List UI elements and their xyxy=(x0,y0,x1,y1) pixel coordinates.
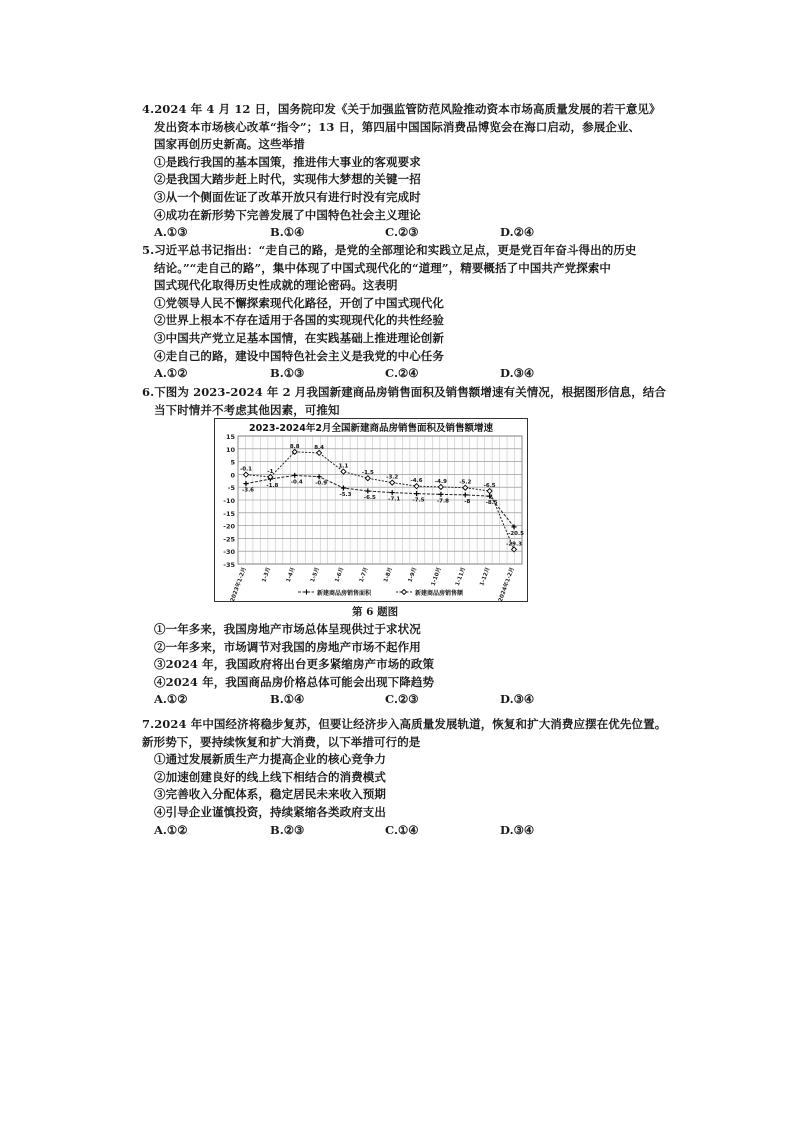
q6-item-4: ④2024 年，我国商品房价格总体可能会出现下降趋势 xyxy=(154,674,435,689)
amount-data-label: -1.5 xyxy=(361,470,374,477)
q6-stem-line-2: 当下时情并不考虑其他因素，可推知 xyxy=(154,402,340,417)
x-tick-label: 1-5月 xyxy=(310,566,321,584)
x-tick-label: 1-4月 xyxy=(285,566,297,584)
q4-option-d[interactable]: D.②④ xyxy=(500,225,535,240)
q5-item-1: ①党领导人民不懈探索现代化路径，开创了中国式现代化 xyxy=(154,295,444,310)
sales-growth-chart xyxy=(214,418,528,602)
q7-item-2: ②加速创建良好的线上线下相结合的消费模式 xyxy=(154,769,386,784)
q6-option-b[interactable]: B.①④ xyxy=(270,692,305,707)
x-tick-label: 2024年1-2月 xyxy=(497,566,516,602)
x-tick-label: 1-6月 xyxy=(334,566,346,584)
chart-title: 2023-2024年2月全国新建商品房销售面积及销售额增速 xyxy=(249,423,493,434)
x-tick-label: 1-3月 xyxy=(261,566,273,584)
area-data-label: -8 xyxy=(464,498,471,505)
amount-data-label: -4.9 xyxy=(434,478,447,485)
q5-stem-line-2: 结论。”“走自己的路”，集中体现了中国式现代化的“道理”，精要概括了中国共产党探索中 xyxy=(154,260,612,275)
chart-caption: 第 6 题图 xyxy=(352,606,399,618)
legend-label-area: 新建商品房销售面积 xyxy=(317,590,372,597)
amount-data-label: -4.6 xyxy=(410,478,423,485)
area-data-label: -7.5 xyxy=(412,497,425,504)
q4-item-1: ①是践行我国的基本国策，推进伟大事业的客观要求 xyxy=(154,154,421,169)
q5-stem-line-1: 5.习近平总书记指出：“走自己的路，是党的全部理论和实践立足点，更是党百年奋斗得出的历史 xyxy=(142,243,637,257)
q4-option-a[interactable]: A.①③ xyxy=(154,225,188,240)
q5-options xyxy=(142,365,662,383)
x-tick-label: 1-7月 xyxy=(358,566,370,584)
x-tick-label: 2023年1-2月 xyxy=(229,566,248,602)
question-6-items xyxy=(142,621,662,709)
y-tick-label: -25 xyxy=(223,535,235,544)
x-tick-label: 1-11月 xyxy=(454,566,468,587)
y-tick-label: 5 xyxy=(230,458,235,467)
q6-item-3: ③2024 年，我国政府将出台更多紧缩房产市场的政策 xyxy=(154,657,435,672)
q5-option-b[interactable]: B.①③ xyxy=(270,366,305,381)
area-data-label: -0.9 xyxy=(315,480,328,487)
q5-option-d[interactable]: D.③④ xyxy=(500,366,535,381)
area-data-label: -0.4 xyxy=(290,479,303,486)
q7-option-a[interactable]: A.①② xyxy=(154,822,188,837)
area-data-label: -3.6 xyxy=(241,487,255,494)
area-data-label: -7.8 xyxy=(436,498,449,505)
q7-stem-line-2: 新形势下，要持续恢复和扩大消费，以下举措可行的是 xyxy=(142,734,421,749)
q5-stem-line-3: 国式现代化取得历史性成就的理论密码。这表明 xyxy=(154,278,398,293)
amount-data-label: -5.2 xyxy=(459,479,472,486)
q6-option-a[interactable]: A.①② xyxy=(154,692,188,707)
q6-option-d[interactable]: D.③④ xyxy=(500,692,535,707)
y-tick-label: -30 xyxy=(223,548,235,557)
y-tick-label: 0 xyxy=(230,471,235,480)
q4-item-2: ②是我国大踏步赶上时代，实现伟大梦想的关键一招 xyxy=(154,172,421,187)
q5-item-4: ④走自己的路，建设中国特色社会主义是我党的中心任务 xyxy=(154,348,444,363)
q4-stem-line-3: 国家再创历史新高。这些举措 xyxy=(154,137,305,152)
q4-stem-line-2: 发出资本市场核心改革“指令”；13 日，第四届中国国际消费品博览会在海口启动，参展企业、 xyxy=(154,119,641,134)
question-7 xyxy=(142,716,667,839)
q7-item-3: ③完善收入分配体系，稳定居民未来收入预期 xyxy=(154,787,386,802)
amount-data-label: -6.5 xyxy=(483,483,496,490)
amount-data-label: 8.8 xyxy=(289,443,300,450)
area-data-label: -6.5 xyxy=(363,495,376,502)
q7-option-d[interactable]: D.③④ xyxy=(500,822,535,837)
question-5 xyxy=(142,242,662,383)
q7-item-4: ④引导企业谨慎投资，持续紧缩各类政府支出 xyxy=(154,804,386,819)
y-tick-label: -5 xyxy=(227,484,235,493)
chart-svg xyxy=(214,418,528,602)
q5-item-2: ②世界上根本不存在适用于各国的实现现代化的共性经验 xyxy=(154,313,444,328)
q4-option-b[interactable]: B.①④ xyxy=(270,225,305,240)
amount-data-label: -0.1 xyxy=(239,466,253,473)
q7-options xyxy=(142,822,662,840)
area-data-label: -7.1 xyxy=(388,496,401,503)
y-tick-label: -15 xyxy=(223,509,235,518)
amount-data-label: -3.2 xyxy=(386,474,399,481)
q4-item-4: ④成功在新形势下完善发展了中国特色社会主义理论 xyxy=(154,207,421,222)
q6-item-1: ①一年多来，我国房地产市场总体呈现供过于求状况 xyxy=(154,622,421,636)
x-tick-label: 1-10月 xyxy=(430,566,443,587)
y-tick-label: -20 xyxy=(223,522,235,531)
y-tick-label: -35 xyxy=(223,561,235,569)
area-data-label: -5.3 xyxy=(339,491,352,498)
amount-data-label: 1.1 xyxy=(338,463,349,470)
q7-item-1: ①通过发展新质生产力提高企业的核心竞争力 xyxy=(154,752,386,767)
q6-options xyxy=(142,691,662,709)
legend-label-amount: 新建商品房销售额 xyxy=(415,590,464,597)
amount-data-label: -1 xyxy=(267,468,274,475)
y-tick-label: -10 xyxy=(223,497,235,505)
area-data-label: -1.8 xyxy=(266,483,279,490)
amount-data-label: -29.3 xyxy=(506,541,522,548)
area-data-label: -8.5 xyxy=(485,500,498,507)
amount-data-label: 8.4 xyxy=(314,444,324,451)
q5-option-a[interactable]: A.①② xyxy=(154,366,188,381)
q6-item-2: ②一年多来，市场调节对我国的房地产市场不起作用 xyxy=(154,639,421,654)
q7-stem-line-1: 7.2024 年中国经济将稳步复苏，但要让经济步入高质量发展轨道，恢复和扩大消费应摆在优先位置。 xyxy=(142,717,667,731)
x-tick-label: 1-12月 xyxy=(479,566,492,587)
question-6 xyxy=(142,384,667,419)
q4-option-c[interactable]: C.②③ xyxy=(385,225,419,240)
q7-option-b[interactable]: B.②③ xyxy=(270,822,305,837)
q6-stem-line-1: 6.下图为 2023-2024 年 2 月我国新建商品房销售面积及销售额增速有关情况，根据图形信息，结合 xyxy=(142,385,667,399)
question-4 xyxy=(142,101,662,242)
q4-item-3: ③从一个侧面佐证了改革开放只有进行时没有完成时 xyxy=(154,189,421,204)
q4-options xyxy=(142,224,662,242)
q4-stem-line-1: 4.2024 年 4 月 12 日，国务院印发《关于加强监管防范风险推动资本市场高质量发展的若干意见》 xyxy=(142,102,661,116)
x-tick-label: 1-8月 xyxy=(383,566,395,584)
y-tick-label: 10 xyxy=(225,445,235,454)
q5-item-3: ③中国共产党立足基本国情，在实践基础上推进理论创新 xyxy=(154,330,444,345)
y-tick-label: 15 xyxy=(225,433,235,441)
x-tick-label: 1-9月 xyxy=(407,566,419,584)
q6-option-c[interactable]: C.②③ xyxy=(385,692,419,707)
q7-option-c[interactable]: C.①④ xyxy=(385,822,419,837)
area-data-label: -20.5 xyxy=(508,530,524,537)
q5-option-c[interactable]: C.②④ xyxy=(385,366,419,381)
